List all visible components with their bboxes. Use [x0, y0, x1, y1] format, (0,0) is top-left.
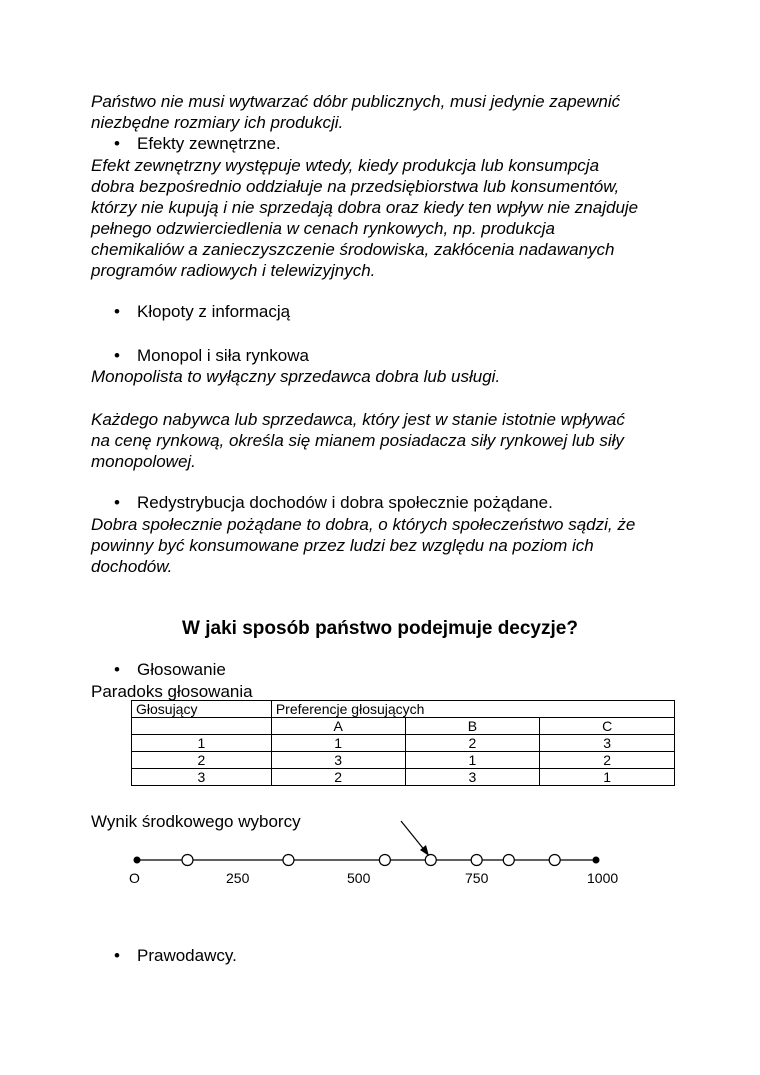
- table-cell: 3: [540, 735, 675, 752]
- bullet-item-redistribution: Redystrybucja dochodów i dobra społecznie pożądane.: [137, 493, 553, 512]
- table-cell: 2: [405, 735, 540, 752]
- table-cell: 2: [271, 769, 405, 786]
- median-voter-title: Wynik środkowego wyborcy: [91, 812, 301, 831]
- axis-tick-label: 250: [226, 870, 250, 886]
- bullet-item-information: Kłopoty z informacją: [137, 302, 291, 321]
- table-cell: 1: [540, 769, 675, 786]
- table-header-cell: Preferencje głosujących: [271, 701, 674, 718]
- paragraph-line: dochodów.: [91, 557, 173, 576]
- bullet-item-voting: Głosowanie: [137, 660, 226, 679]
- table-header-cell: B: [405, 718, 540, 735]
- table-cell: 3: [271, 752, 405, 769]
- paragraph-line: Państwo nie musi wytwarzać dóbr publicznych, musi jedynie zapewnić: [91, 92, 621, 111]
- bullet-icon: •: [114, 660, 120, 679]
- paragraph-line: powinny być konsumowane przez ludzi bez względu na poziom ich: [91, 536, 594, 555]
- voter-point: [503, 855, 514, 866]
- bullet-item-monopoly: Monopol i siła rynkowa: [137, 346, 309, 365]
- table-cell: 2: [540, 752, 675, 769]
- paragraph-line: na cenę rynkową, określa się mianem posiadacza siły rynkowej lub siły: [91, 431, 624, 450]
- paragraph-line: dobra bezpośrednio oddziałuje na przedsiębiorstwa lub konsumentów,: [91, 177, 620, 196]
- paragraph-line: pełnego odzwierciedlenia w cenach rynkowych, np. produkcja: [91, 219, 555, 238]
- axis-endpoint: [593, 857, 600, 864]
- paragraph-line: monopolowej.: [91, 452, 196, 471]
- bullet-icon: •: [114, 302, 120, 321]
- paragraph-line: niezbędne rozmiary ich produkcji.: [91, 113, 344, 132]
- voter-point: [182, 855, 193, 866]
- voter-point: [379, 855, 390, 866]
- bullet-icon: •: [114, 346, 120, 365]
- table-cell: 1: [405, 752, 540, 769]
- voter-point: [549, 855, 560, 866]
- table-header-cell: Głosujący: [132, 701, 272, 718]
- voter-point: [283, 855, 294, 866]
- axis-endpoint: [134, 857, 141, 864]
- paragraph-line: Każdego nabywca lub sprzedawca, który jest w stanie istotnie wpływać: [91, 410, 625, 429]
- paragraph-line: Dobra społecznie pożądane to dobra, o których społeczeństwo sądzi, że: [91, 515, 636, 534]
- axis-tick-label: 750: [465, 870, 489, 886]
- table-cell: 1: [132, 735, 272, 752]
- bullet-item-externalities: Efekty zewnętrzne.: [137, 134, 281, 153]
- axis-tick-label: 1000: [587, 870, 619, 886]
- table-cell: 3: [132, 769, 272, 786]
- median-arrow-icon: [401, 821, 429, 856]
- table-header-cell: A: [271, 718, 405, 735]
- paragraph-line: którzy nie kupują i nie sprzedają dobra oraz kiedy ten wpływ nie znajduje: [91, 198, 639, 217]
- table-cell: 1: [271, 735, 405, 752]
- paragraph-line: chemikaliów a zanieczyszczenie środowiska, zakłócenia nadawanych: [91, 240, 615, 259]
- bullet-item-legislators: Prawodawcy.: [137, 946, 237, 965]
- paragraph-line: Monopolista to wyłączny sprzedawca dobra lub usługi.: [91, 367, 501, 386]
- paragraph-line: Efekt zewnętrzny występuje wtedy, kiedy produkcja lub konsumpcja: [91, 156, 600, 175]
- axis-tick-label: 500: [347, 870, 371, 886]
- median-voter-point: [425, 855, 436, 866]
- voter-point: [471, 855, 482, 866]
- section-heading: W jaki sposób państwo podejmuje decyzje?: [182, 618, 578, 639]
- table-cell: 3: [405, 769, 540, 786]
- bullet-icon: •: [114, 946, 120, 965]
- table-header-cell: C: [540, 718, 675, 735]
- paradox-title: Paradoks głosowania: [91, 682, 253, 701]
- paragraph-line: programów radiowych i telewizyjnych.: [91, 261, 376, 280]
- bullet-icon: •: [114, 493, 120, 512]
- axis-tick-label: O: [129, 870, 140, 886]
- bullet-icon: •: [114, 134, 120, 153]
- table-cell: 2: [132, 752, 272, 769]
